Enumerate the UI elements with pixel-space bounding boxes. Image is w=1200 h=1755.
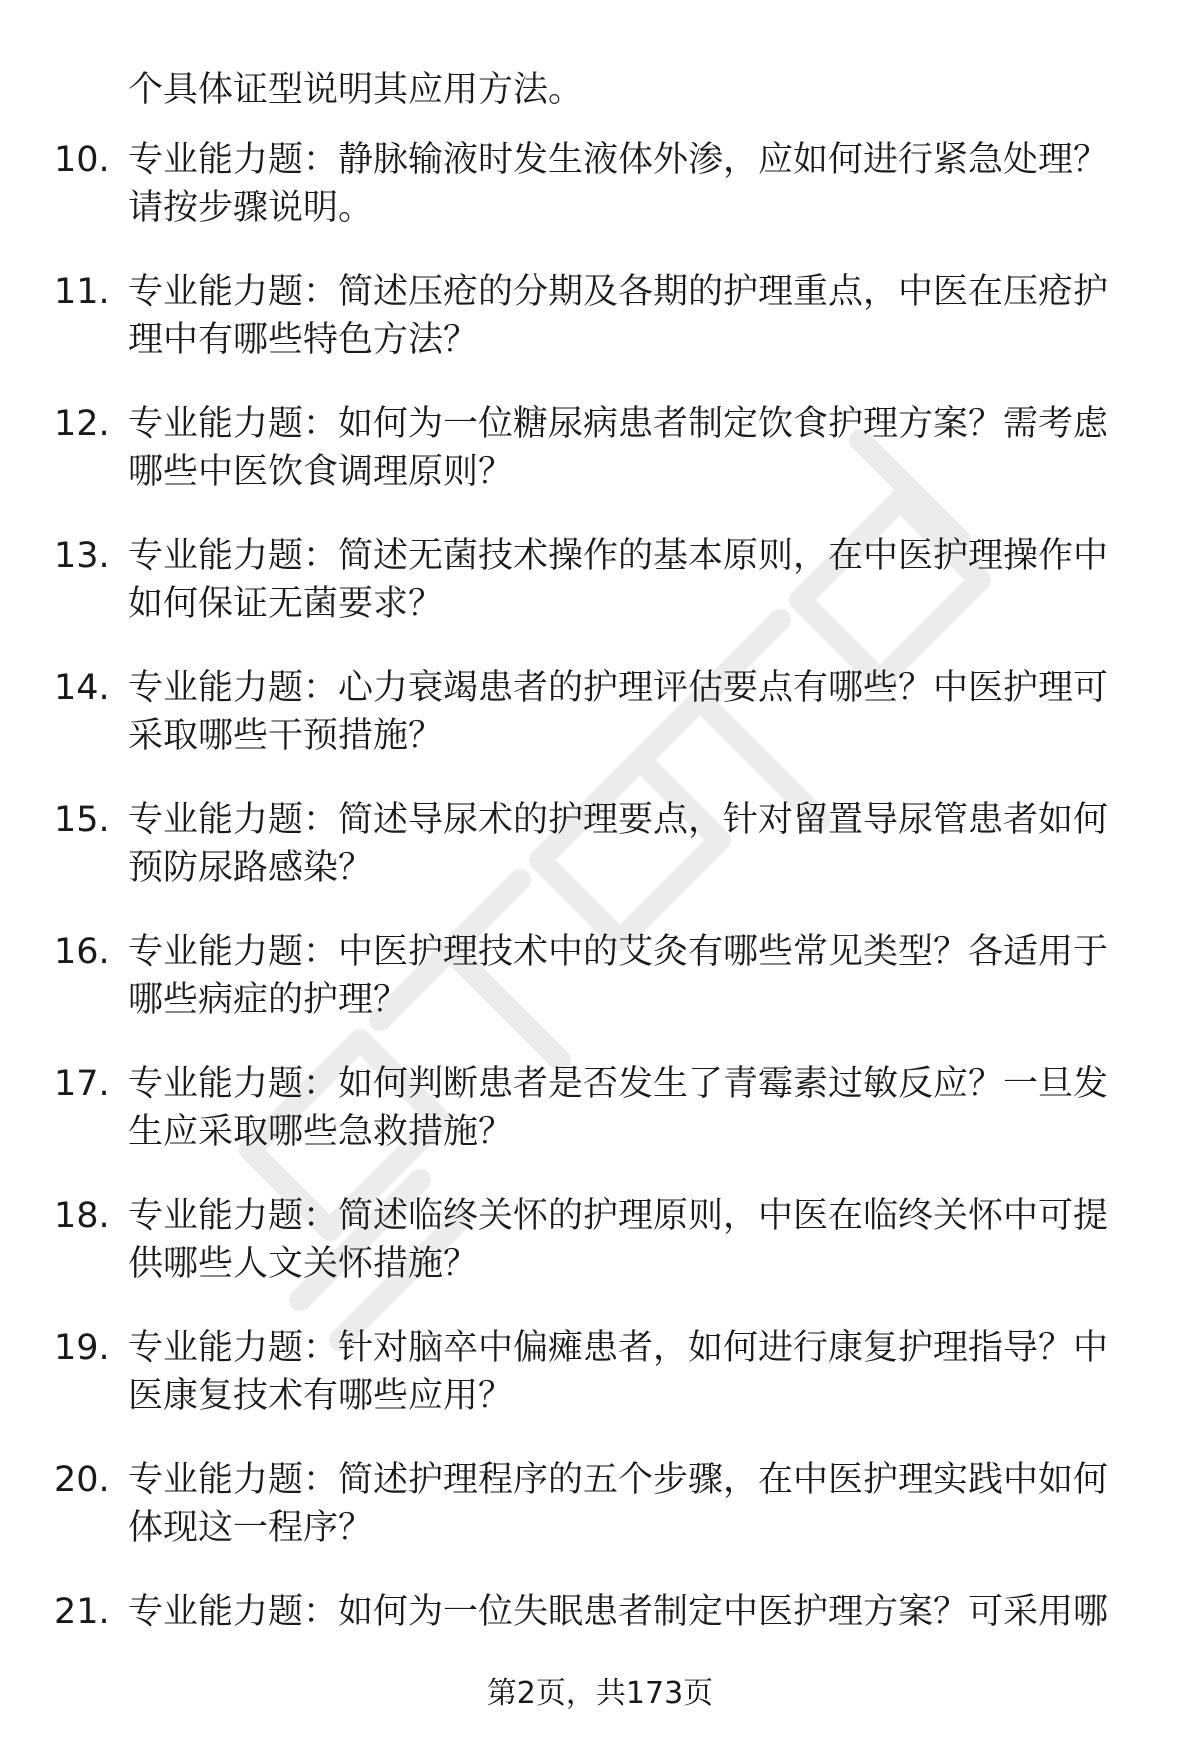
question-text-line: 专业能力题：静脉输液时发生液体外渗，应如何进行紧急处理？ [128, 140, 1109, 180]
page-footer: 第2页，共173页 [486, 1676, 714, 1711]
question-item [0, 1456, 1200, 1588]
question-text-line: 专业能力题：简述无菌技术操作的基本原则，在中医护理操作中 [128, 536, 1109, 576]
question-number: 12. [54, 404, 110, 444]
question-number: 11. [54, 272, 110, 312]
question-number: 20. [54, 1460, 110, 1500]
question-text-line: 专业能力题：简述护理程序的五个步骤，在中医护理实践中如何 [128, 1460, 1109, 1500]
question-item [0, 796, 1200, 928]
question-item [0, 1324, 1200, 1456]
question-text-line: 哪些病症的护理？ [128, 980, 409, 1020]
question-number: 21. [54, 1592, 110, 1632]
question-text-line: 供哪些人文关怀措施？ [128, 1244, 479, 1284]
question-text-line: 如何保证无菌要求？ [128, 584, 444, 624]
question-text-line: 专业能力题：心力衰竭患者的护理评估要点有哪些？中医护理可 [128, 668, 1109, 708]
question-item [0, 400, 1200, 532]
continuation-text: 个具体证型说明其应用方法。 [128, 70, 584, 110]
question-number: 10. [54, 140, 110, 180]
question-text-line: 采取哪些干预措施？ [128, 716, 444, 756]
question-item [0, 1192, 1200, 1324]
question-number: 13. [54, 536, 110, 576]
question-number: 14. [54, 668, 110, 708]
question-number: 18. [54, 1196, 110, 1236]
question-text-line: 医康复技术有哪些应用？ [128, 1376, 514, 1416]
question-text-line: 专业能力题：简述临终关怀的护理原则，中医在临终关怀中可提 [128, 1196, 1109, 1236]
question-number: 16. [54, 932, 110, 972]
question-number: 19. [54, 1328, 110, 1368]
question-text-line: 理中有哪些特色方法？ [128, 320, 479, 360]
question-item [0, 136, 1200, 268]
question-text-line: 体现这一程序？ [128, 1508, 374, 1548]
question-text-line: 请按步骤说明。 [128, 188, 374, 228]
question-text-line: 生应采取哪些急救措施？ [128, 1112, 514, 1152]
question-text-line: 专业能力题：如何为一位糖尿病患者制定饮食护理方案？需考虑 [128, 404, 1109, 444]
question-item [0, 664, 1200, 796]
question-text-line: 哪些中医饮食调理原则？ [128, 452, 514, 492]
question-text-line: 专业能力题：针对脑卒中偏瘫患者，如何进行康复护理指导？中 [128, 1328, 1109, 1368]
question-text-line: 专业能力题：如何判断患者是否发生了青霉素过敏反应？一旦发 [128, 1064, 1109, 1104]
question-text-line: 专业能力题：中医护理技术中的艾灸有哪些常见类型？各适用于 [128, 932, 1109, 972]
question-item [0, 532, 1200, 664]
question-text-line: 专业能力题：简述导尿术的护理要点，针对留置导尿管患者如何 [128, 800, 1109, 840]
question-list [0, 136, 1200, 1720]
question-item [0, 1060, 1200, 1192]
question-text-line: 专业能力题：如何为一位失眠患者制定中医护理方案？可采用哪 [128, 1592, 1109, 1632]
question-item [0, 928, 1200, 1060]
question-item [0, 268, 1200, 400]
question-text-line: 预防尿路感染？ [128, 848, 374, 888]
question-number: 17. [54, 1064, 110, 1104]
question-number: 15. [54, 800, 110, 840]
question-text-line: 专业能力题：简述压疮的分期及各期的护理重点，中医在压疮护 [128, 272, 1109, 312]
